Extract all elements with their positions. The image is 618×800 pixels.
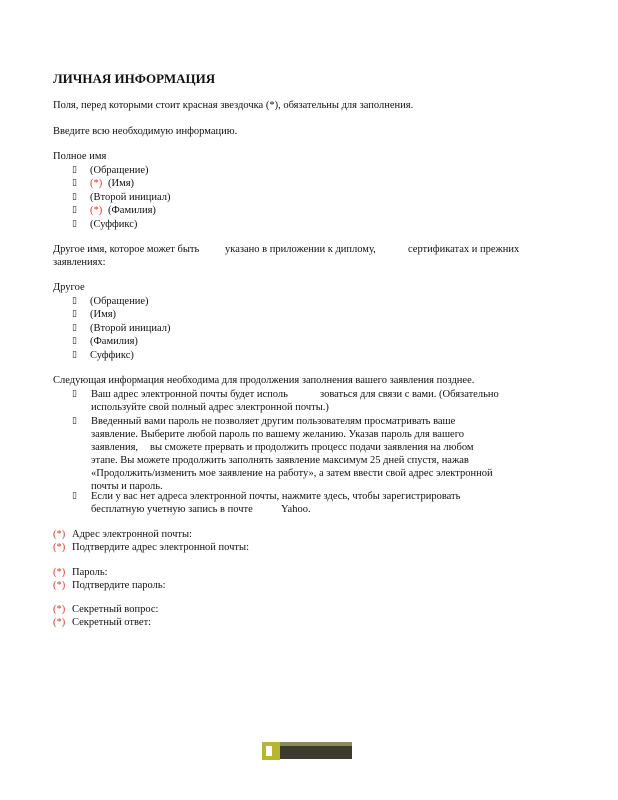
yahoo-link[interactable]: Yahoo. bbox=[281, 504, 311, 515]
other-middle-initial[interactable]: (Второй инициал) bbox=[90, 323, 171, 334]
bullet-icon: ▯ bbox=[72, 165, 77, 175]
other-salutation[interactable]: (Обращение) bbox=[90, 296, 149, 307]
password-confirm-field-label: Подтвердите пароль: bbox=[72, 580, 166, 591]
password-field-label: Пароль: bbox=[72, 567, 108, 578]
full-name-salutation[interactable]: (Обращение) bbox=[90, 165, 149, 176]
required-star: (*) bbox=[53, 580, 66, 591]
bullet-icon: ▯ bbox=[72, 323, 77, 333]
email-field-label: Адрес электронной почты: bbox=[72, 529, 192, 540]
no-email-note-line1[interactable]: Если у вас нет адреса электронной почты, нажмите здесь, чтобы зарегистрировать bbox=[91, 491, 461, 502]
full-name-last[interactable]: (Фамилия) bbox=[108, 205, 156, 216]
full-name-first[interactable]: (Имя) bbox=[108, 178, 135, 189]
required-star: (*) bbox=[53, 529, 66, 540]
required-note: Поля, перед которыми стоит красная звездочка (*), обязательны для заполнения. bbox=[53, 100, 414, 111]
following-info-text: Следующая информация необходима для продолжения заполнения вашего заявления позднее. bbox=[53, 375, 475, 386]
other-name-note-part1: Другое имя, которое может быть bbox=[53, 244, 200, 255]
bullet-icon: ▯ bbox=[72, 178, 77, 188]
password-note-line1: Введенный вами пароль не позволяет другим пользователям просматривать ваше bbox=[91, 416, 456, 427]
required-star: (*) bbox=[90, 178, 103, 189]
other-last[interactable]: (Фамилия) bbox=[90, 336, 138, 347]
other-suffix[interactable]: Суффикс) bbox=[90, 350, 134, 361]
full-name-label: Полное имя bbox=[53, 151, 107, 162]
required-star: (*) bbox=[53, 567, 66, 578]
bullet-icon: ▯ bbox=[72, 389, 77, 399]
password-note-line3a: заявления, bbox=[91, 442, 139, 453]
logo-mark-icon bbox=[262, 742, 280, 760]
no-email-note-line2a: бесплатную учетную запись в почте bbox=[91, 504, 253, 515]
enter-info-text: Введите всю необходимую информацию. bbox=[53, 126, 238, 137]
secret-answer-label: Секретный ответ: bbox=[72, 617, 152, 628]
email-note-line2: используйте свой полный адрес электронной почты.) bbox=[91, 402, 329, 413]
bullet-icon: ▯ bbox=[72, 350, 77, 360]
bullet-icon: ▯ bbox=[72, 192, 77, 202]
other-name-note-line2: заявлениях: bbox=[53, 257, 106, 268]
bullet-icon: ▯ bbox=[72, 219, 77, 229]
required-star: (*) bbox=[90, 205, 103, 216]
full-name-suffix[interactable]: (Суффикс) bbox=[90, 219, 138, 230]
password-note-line6: почты и пароль. bbox=[91, 481, 163, 492]
password-note-line5: «Продолжить/изменить мое заявление на работу», а затем ввести свой адрес электронной bbox=[91, 468, 493, 479]
bullet-icon: ▯ bbox=[72, 309, 77, 319]
required-star: (*) bbox=[53, 604, 66, 615]
logo-gloss bbox=[280, 742, 352, 746]
password-note-line2: заявление. Выберите любой пароль по вашему желанию. Указав пароль для вашего bbox=[91, 429, 464, 440]
bullet-icon: ▯ bbox=[72, 205, 77, 215]
bullet-icon: ▯ bbox=[72, 416, 77, 426]
other-name-note-part2: указано в приложении к диплому, bbox=[225, 244, 376, 255]
required-star: (*) bbox=[53, 542, 66, 553]
email-confirm-field-label: Подтвердите адрес электронной почты: bbox=[72, 542, 249, 553]
page-title: ЛИЧНАЯ ИНФОРМАЦИЯ bbox=[53, 71, 216, 86]
other-label: Другое bbox=[53, 282, 85, 293]
bullet-icon: ▯ bbox=[72, 491, 77, 501]
bullet-icon: ▯ bbox=[72, 336, 77, 346]
password-note-line4: этапе. Вы можете продолжить заполнять заявление максимум 25 дней спустя, нажав bbox=[91, 455, 469, 466]
footer-logo bbox=[262, 742, 352, 760]
other-first[interactable]: (Имя) bbox=[90, 309, 117, 320]
email-note-line1b: зоваться для связи с вами. (Обязательно bbox=[320, 389, 499, 400]
other-name-note-part3: сертификатах и прежних bbox=[408, 244, 520, 255]
bullet-icon: ▯ bbox=[72, 296, 77, 306]
required-star: (*) bbox=[53, 617, 66, 628]
secret-question-label: Секретный вопрос: bbox=[72, 604, 159, 615]
password-note-line3b: вы сможете прервать и продолжить процесс подачи заявления на любом bbox=[150, 442, 474, 453]
full-name-middle-initial[interactable]: (Второй инициал) bbox=[90, 192, 171, 203]
logo-bar bbox=[280, 745, 352, 759]
email-note-line1a: Ваш адрес электронной почты будет исполь bbox=[91, 389, 288, 400]
